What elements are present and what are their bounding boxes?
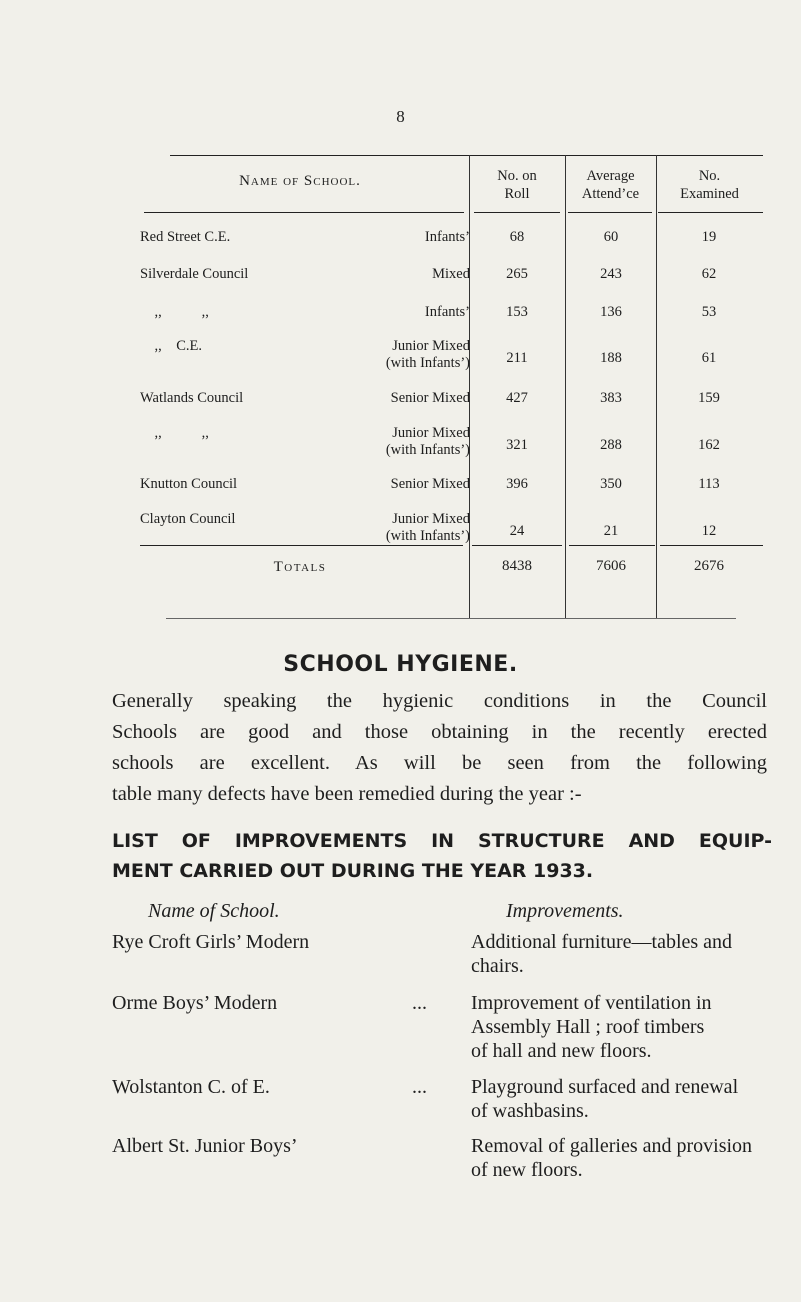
description-line: chairs.: [471, 955, 524, 977]
table-row: [140, 390, 763, 430]
header-rule-roll: [474, 212, 560, 213]
roll-value: 211: [506, 350, 528, 366]
school-hygiene-heading: SCHOOL HYGIENE.: [283, 652, 518, 677]
total-attend: 7606: [596, 558, 626, 574]
school-type: [425, 229, 470, 246]
table-row: [140, 229, 763, 269]
school-type: [386, 425, 470, 459]
table-row: [140, 266, 763, 306]
school-type-line: (with Infants’): [385, 442, 470, 458]
hygiene-paragraph: [112, 686, 767, 810]
description-line: of new floors.: [471, 1159, 583, 1181]
roll-value: 265: [506, 266, 528, 282]
attend-value: 383: [600, 390, 622, 406]
total-examined: 2676: [694, 558, 724, 574]
header-examined-line1: No.: [698, 168, 721, 184]
school-name: Clayton Council: [140, 511, 236, 527]
improvement-school: Wolstanton C. of E.: [112, 1076, 270, 1098]
examined-value: 19: [701, 229, 717, 245]
attend-value: 21: [603, 523, 619, 539]
leader-dots: ...: [412, 1076, 427, 1098]
roll-value: 321: [506, 437, 528, 453]
page-number: 8: [396, 107, 405, 126]
attend-value: 136: [600, 304, 622, 320]
school-type: [425, 304, 470, 321]
heading-line: LIST OF IMPROVEMENTS IN STRUCTURE AND EQUIP-: [112, 830, 772, 852]
school-type: [386, 511, 470, 545]
school-type: [432, 266, 470, 283]
table-row: [140, 476, 763, 516]
school-type-line: Senior Mixed: [390, 476, 470, 492]
school-type: [391, 390, 470, 407]
improvement-school: Albert St. Junior Boys’: [112, 1135, 298, 1157]
header-average-attendance: [565, 167, 656, 203]
examined-value: 61: [701, 350, 717, 366]
improvement-school: Rye Croft Girls’ Modern: [112, 931, 310, 953]
header-rule-examined: [658, 212, 763, 213]
paragraph-line: table many defects have been remedied during the year :-: [112, 783, 582, 805]
school-type-line: (with Infants’): [385, 355, 470, 371]
table-row: [140, 425, 763, 465]
table-bottom-rule: [166, 618, 736, 619]
description-line: of washbasins.: [471, 1100, 589, 1122]
school-name-ditto: ,, ,,: [140, 425, 209, 441]
school-type-line: (with Infants’): [385, 528, 470, 544]
school-type-line: Senior Mixed: [390, 390, 470, 406]
attend-value: 350: [600, 476, 622, 492]
roll-value: 153: [506, 304, 528, 320]
header-examined-line2: Examined: [680, 186, 739, 202]
column-head-school: Name of School.: [148, 900, 280, 922]
school-type-line: Mixed: [432, 266, 470, 282]
school-type: [386, 338, 470, 372]
examined-value: 12: [701, 523, 717, 539]
paragraph-line: Schools are good and those obtaining in the recently erected: [112, 721, 767, 743]
examined-value: 162: [698, 437, 720, 453]
column-head-improvements: Improvements.: [506, 900, 624, 922]
header-attend-line2: Attend’ce: [581, 186, 640, 202]
header-no-on-roll: [469, 167, 565, 203]
school-type: [391, 476, 470, 493]
school-type-line: Infants’: [424, 304, 470, 320]
improvement-description: [471, 991, 771, 1063]
improvement-description: [471, 1134, 771, 1182]
header-roll-line1: No. on: [497, 168, 537, 184]
attend-value: 188: [600, 350, 622, 366]
roll-value: 427: [506, 390, 528, 406]
examined-value: 62: [701, 266, 717, 282]
improvement-school: Orme Boys’ Modern: [112, 992, 278, 1014]
table-row: [140, 338, 763, 378]
header-roll-line2: Roll: [504, 186, 530, 202]
school-type-line: Junior Mixed: [392, 338, 470, 354]
examined-value: 53: [701, 304, 717, 320]
totals-label: Totals: [273, 559, 327, 575]
school-name: Knutton Council: [140, 476, 238, 492]
header-name-of-school: Name of School.: [239, 173, 361, 189]
school-name-ditto: ,, C.E.: [140, 338, 203, 354]
attend-value: 60: [603, 229, 619, 245]
table-row: [140, 511, 763, 551]
leader-dots: ...: [412, 992, 427, 1014]
school-name: Watlands Council: [140, 390, 244, 406]
header-attend-line1: Average: [586, 168, 635, 184]
paragraph-line: schools are excellent. As will be seen from the following: [112, 752, 767, 774]
improvement-description: [471, 930, 771, 978]
school-name-ditto: ,, ,,: [140, 304, 209, 320]
examined-value: 113: [698, 476, 720, 492]
attend-value: 243: [600, 266, 622, 282]
roll-value: 68: [509, 229, 525, 245]
school-name: Silverdale Council: [140, 266, 249, 282]
attend-value: 288: [600, 437, 622, 453]
paragraph-line: Generally speaking the hygienic conditions in the Council: [112, 690, 767, 712]
description-line: Playground surfaced and renewal: [471, 1076, 739, 1098]
improvement-description: [471, 1075, 771, 1123]
description-line: Removal of galleries and provision: [471, 1135, 753, 1157]
description-line: Additional furniture—tables and: [471, 931, 733, 953]
table-top-rule: [170, 155, 763, 156]
description-line: of hall and new floors.: [471, 1040, 652, 1062]
description-line: Assembly Hall ; roof timbers: [471, 1016, 705, 1038]
school-type-line: Infants’: [424, 229, 470, 245]
description-line: Improvement of ventilation in: [471, 992, 712, 1014]
improvements-heading: [112, 826, 772, 886]
header-no-examined: [656, 167, 763, 203]
school-name: Red Street C.E.: [140, 229, 231, 245]
school-type-line: Junior Mixed: [392, 425, 470, 441]
header-rule-attend: [568, 212, 652, 213]
examined-value: 159: [698, 390, 720, 406]
total-roll: 8438: [502, 558, 532, 574]
header-rule-name: [144, 212, 464, 213]
heading-line: MENT CARRIED OUT DURING THE YEAR 1933.: [112, 860, 594, 882]
roll-value: 396: [506, 476, 528, 492]
roll-value: 24: [509, 523, 525, 539]
school-type-line: Junior Mixed: [392, 511, 470, 527]
